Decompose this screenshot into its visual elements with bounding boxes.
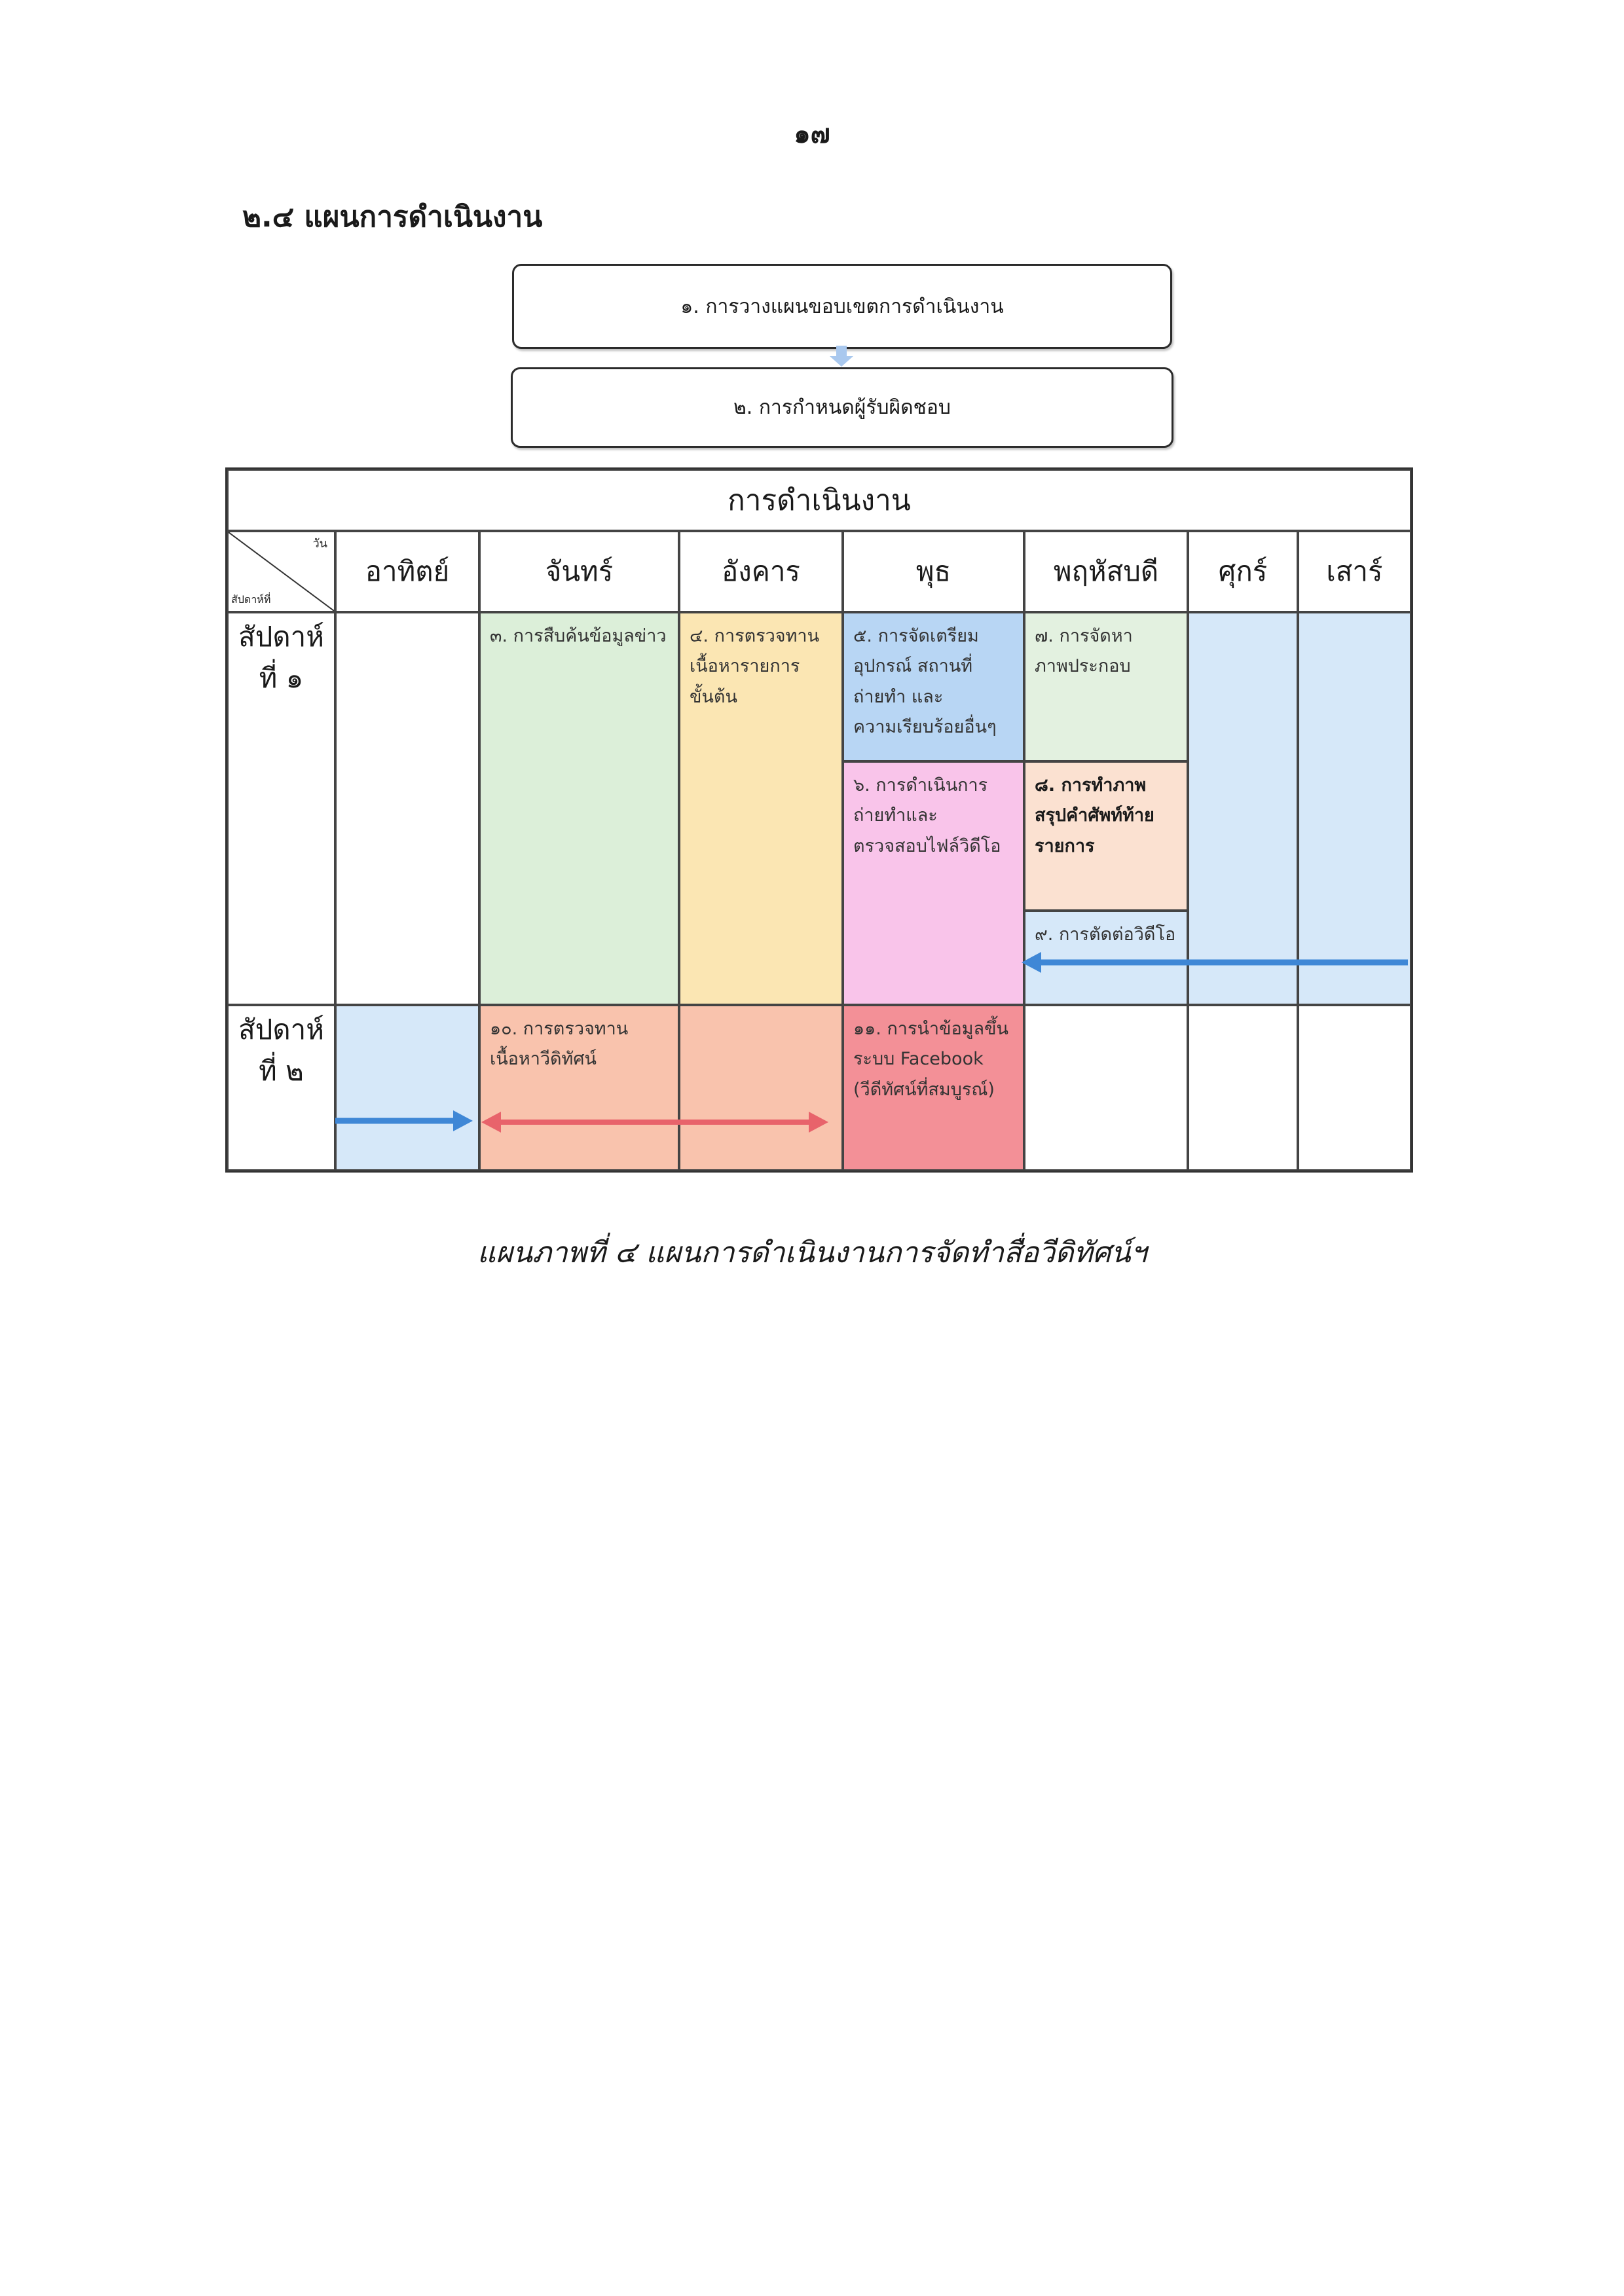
- task-8-vocabulary-summary: ๘. การทำภาพ สรุปคำศัพท์ท้าย รายการ: [1024, 761, 1188, 911]
- corner-header-cell: [227, 531, 335, 612]
- week-2-friday-cell: [1188, 1005, 1298, 1171]
- week-2-saturday-cell: [1298, 1005, 1411, 1171]
- task-7-find-images: ๗. การจัดหา ภาพประกอบ: [1024, 612, 1188, 761]
- day-header-saturday: เสาร์: [1298, 531, 1411, 612]
- week-1-sunday-cell: [335, 612, 479, 1005]
- task-3-news-research: ๓. การสืบค้นข้อมูลข่าว: [479, 612, 679, 1005]
- week-1-label: สัปดาห์ ที่ ๑: [227, 612, 335, 1005]
- task-9-video-editing: ๙. การตัดต่อวิดีโอ: [1024, 911, 1188, 1005]
- flow-step-planning: ๑. การวางแผนขอบเขตการดำเนินงาน: [512, 264, 1172, 349]
- corner-day-label: วัน: [312, 537, 327, 551]
- day-header-sunday: อาทิตย์: [335, 531, 479, 612]
- task-11-upload-facebook: ๑๑. การนำข้อมูลขึ้น ระบบ Facebook (วีดีทัศน์ที่สมบูรณ์): [843, 1005, 1024, 1171]
- task-4-preliminary-review: ๔. การตรวจทาน เนื้อหารายการ ขั้นต้น: [679, 612, 843, 1005]
- week-2-tuesday-cell: [679, 1005, 843, 1171]
- figure-caption: แผนภาพที่ ๔ แผนการดำเนินงานการจัดทำสื่อวีดิทัศน์ฯ: [477, 1236, 1147, 1269]
- day-header-monday: จันทร์: [479, 531, 679, 612]
- flow-step-assign: ๒. การกำหนดผู้รับผิดชอบ: [511, 367, 1173, 448]
- flow-down-arrow-icon: [828, 346, 855, 368]
- section-heading: ๒.๔ แผนการดำเนินงาน: [242, 200, 543, 234]
- day-header-friday: ศุกร์: [1188, 531, 1298, 612]
- week-1-saturday-cell: [1298, 612, 1411, 1005]
- week-2-sunday-cell: [335, 1005, 479, 1171]
- day-header-thursday: พฤหัสบดี: [1024, 531, 1188, 612]
- day-header-tuesday: อังคาร: [679, 531, 843, 612]
- task-10-video-content-review: ๑๐. การตรวจทาน เนื้อหาวีดิทัศน์: [479, 1005, 679, 1171]
- week-2-label: สัปดาห์ ที่ ๒: [227, 1005, 335, 1171]
- page-number: ๑๗: [794, 119, 830, 149]
- schedule-table: [225, 467, 1413, 1173]
- task-6-filming: ๖. การดำเนินการ ถ่ายทำและ ตรวจสอบไฟล์วิดีโอ: [843, 761, 1024, 1005]
- table-title: การดำเนินงาน: [227, 469, 1411, 531]
- week-1-friday-cell: [1188, 612, 1298, 1005]
- task-5-prepare-equipment: ๕. การจัดเตรียม อุปกรณ์ สถานที่ ถ่ายทำ และ ความเรียบร้อยอื่นๆ: [843, 612, 1024, 761]
- corner-week-label: สัปดาห์ที่: [231, 593, 271, 606]
- week-2-thursday-cell: [1024, 1005, 1188, 1171]
- day-header-wednesday: พุธ: [843, 531, 1024, 612]
